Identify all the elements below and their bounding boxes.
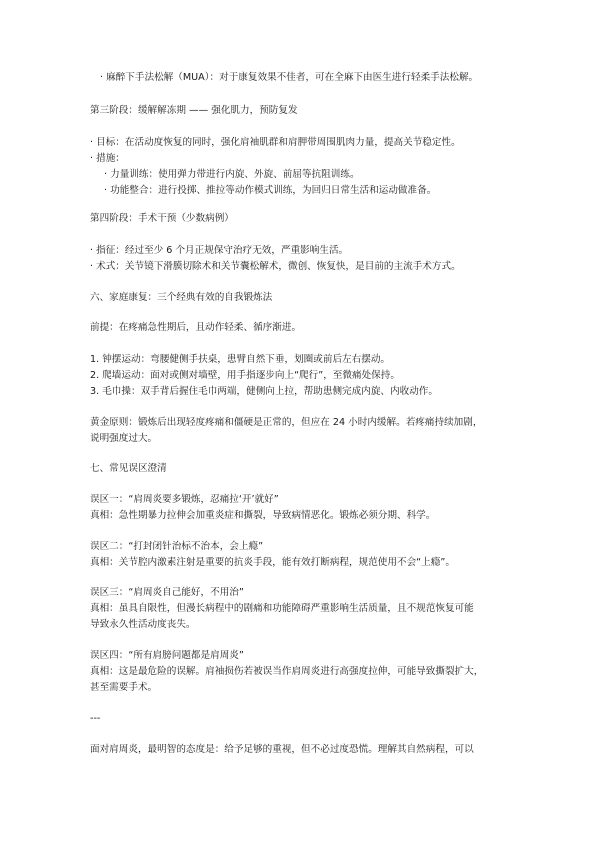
myth4-answer-line-2: 甚至需要手术。 [90,682,158,693]
stage4-indication: · 指征：经过至少 6 个月正规保守治疗无效，严重影响生活。 [90,245,349,256]
stage4-heading: 第四阶段：手术干预（少数病例） [90,213,234,224]
myth2-question: 误区二：“打封闭针治标不治本，会上瘾” [90,541,264,552]
mua-bullet: · 麻醉下手法松解（MUA）：对于康复效果不佳者，可在全麻下由医生进行轻柔手法松解。 [100,72,479,83]
exercise-towel: 3. 毛巾操：双手背后握住毛巾两端，健侧向上拉，帮助患侧完成内旋、内收动作。 [90,386,438,397]
myth2-answer: 真相：关节腔内激素注射是重要的抗炎手段，能有效打断病程，规范使用不会“上瘾”。 [90,557,455,568]
golden-rule-line-1: 黄金原则：锻炼后出现轻度疼痛和僵硬是正常的，但应在 24 小时内缓解。若疼痛持续加剧， [90,417,483,428]
exercise-pendulum: 1. 钟摆运动：弯腰健侧手扶桌，患臂自然下垂，划圈或前后左右摆动。 [90,354,391,365]
stage3-heading: 第三阶段：缓解解冻期 —— 强化肌力，预防复发 [90,105,298,116]
myth1-question: 误区一：“肩周炎要多锻炼，忍痛拉‘开’就好” [90,494,279,505]
stage3-goal: · 目标：在活动度恢复的同时，强化肩袖肌群和肩胛带周围肌肉力量，提高关节稳定性。 [90,137,461,148]
myth3-answer-line-2: 导致永久性活动度丧失。 [90,619,196,630]
golden-rule-line-2: 说明强度过大。 [90,433,158,444]
myth4-answer-line-1: 真相：这是最危险的误解。肩袖损伤若被误当作肩周炎进行高强度拉伸，可能导致撕裂扩大， [90,666,484,677]
stage3-function-item: · 功能整合：进行投掷、推拉等动作模式训练，为回归日常生活和运动做准备。 [104,185,437,196]
exercise-wall-climb: 2. 爬墙运动：面对或侧对墙壁，用手指逐步向上“爬行”，至微痛处保持。 [90,370,400,381]
myth3-answer-line-1: 真相：虽具自限性，但漫长病程中的剧痛和功能障碍严重影响生活质量，且不规范恢复可能 [90,603,474,614]
section7-heading: 七、常见误区澄清 [90,463,167,474]
myth1-answer: 真相：急性期暴力拉伸会加重炎症和撕裂，导致病情恶化。锻炼必须分期、科学。 [90,510,436,521]
stage3-measures-label: · 措施： [90,153,125,164]
section6-heading: 六、家庭康复：三个经典有效的自我锻炼法 [90,292,273,303]
stage3-strength-item: · 力量训练：使用弹力带进行内旋、外旋、前屈等抗阻训练。 [104,169,360,180]
myth4-question: 误区四：“所有肩膀问题都是肩周炎” [90,650,244,661]
myth3-question: 误区三：“肩周炎自己能好，不用治” [90,587,244,598]
separator: --- [90,713,101,724]
closing-paragraph: 面对肩周炎，最明智的态度是：给予足够的重视，但不必过度恐慌。理解其自然病程，可以 [90,744,474,755]
stage4-technique: · 术式：关节镜下滑膜切除术和关节囊松解术，微创、恢复快，是目前的主流手术方式。 [90,261,461,272]
section6-premise: 前提：在疼痛急性期后，且动作轻柔、循序渐进。 [90,322,302,333]
